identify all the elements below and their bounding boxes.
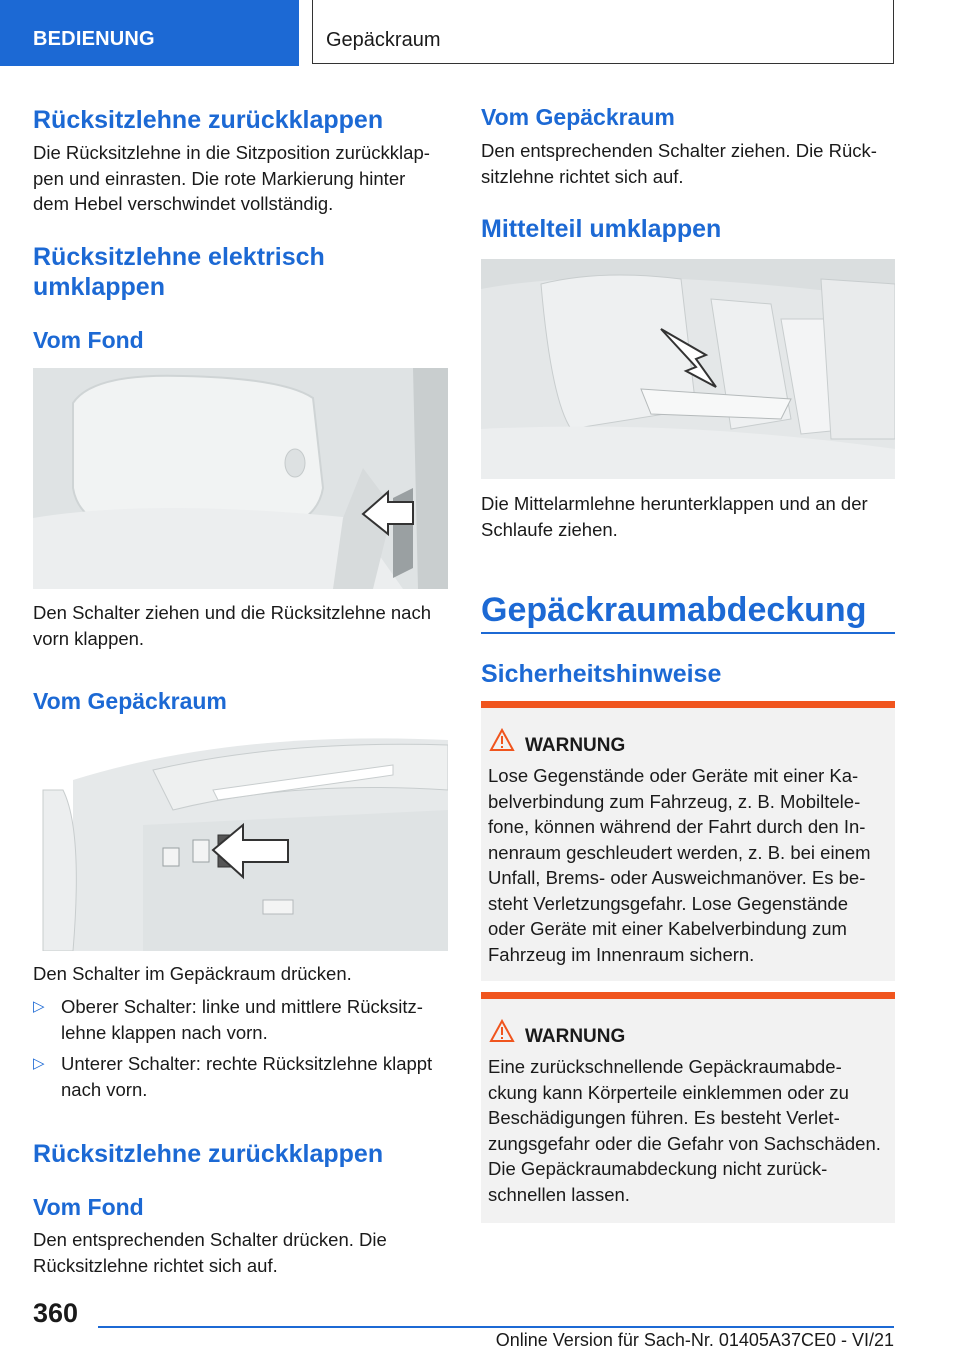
heading-underline xyxy=(481,632,895,634)
warning-text-2: Eine zurückschnellende Gepäckraumabde- ckung kann Körperteile einklemmen oder zu Beschädigungen führen. Es besteht Verlet- zungsgefahr oder die Gefahr von Sachschäden. Die Gepäckraumabdeckung nicht zurück- schnellen lassen. xyxy=(488,1056,881,1205)
paragraph-right-from-cargo: Den entsprechenden Schalter ziehen. Die Rück- sitzlehne richtet sich auf. xyxy=(481,140,877,187)
heading-from-cargo: Vom Gepäckraum xyxy=(33,688,227,714)
cargo-illustration xyxy=(33,730,448,951)
warning-box-2 xyxy=(481,992,895,1223)
rear-seat-illustration xyxy=(33,368,448,589)
heading-right-from-cargo: Vom Gepäckraum xyxy=(481,104,675,130)
warning-box-1 xyxy=(481,701,895,981)
heading-backrest-back-2: Rücksitzlehne zurückklappen xyxy=(33,1140,384,1168)
warning-label-2: WARNUNG xyxy=(525,1026,626,1047)
warning-triangle-icon xyxy=(489,728,515,752)
paragraph-center-fold: Die Mittelarmlehne herunterklappen und an der Schlaufe ziehen. xyxy=(481,493,868,540)
heading-from-rear-2: Vom Fond xyxy=(33,1194,144,1220)
heading-backrest-electric: Rücksitzlehne elektrisch umklappen xyxy=(33,243,325,301)
list-item xyxy=(33,1051,448,1103)
armrest-illustration xyxy=(481,259,895,479)
list-item xyxy=(33,994,448,1046)
heading-center-fold: Mittelteil umklappen xyxy=(481,215,722,243)
page-number: 360 xyxy=(33,1298,79,1328)
paragraph-from-rear-2: Den entsprechenden Schalter drücken. Die Rücksitzlehne richtet sich auf. xyxy=(33,1229,387,1276)
image-cargo-switch xyxy=(33,730,448,951)
paragraph-from-cargo: Den Schalter im Gepäckraum drücken. xyxy=(33,963,352,984)
footer-rule xyxy=(98,1326,894,1328)
paragraph-from-rear: Den Schalter ziehen und die Rücksitzlehne nach vorn klappen. xyxy=(33,602,431,649)
image-rear-seat-switch xyxy=(33,368,448,589)
warning-triangle-icon xyxy=(489,1019,515,1043)
list-item-text: Oberer Schalter: linke und mittlere Rücksitz- lehne klappen nach vorn. xyxy=(61,996,423,1043)
triangle-right-icon: ▷ xyxy=(33,998,45,1015)
warning-label-1: WARNUNG xyxy=(525,735,626,756)
paragraph-backrest-back: Die Rücksitzlehne in die Sitzposition zurückklap- pen und einrasten. Die rote Markierung hinter dem Hebel verschwindet vollständig. xyxy=(33,142,430,214)
section-label: BEDIENUNG xyxy=(33,28,155,50)
heading-cargo-cover: Gepäckraumabdeckung xyxy=(481,591,867,629)
section-tab xyxy=(0,0,299,66)
heading-safety-notes: Sicherheitshinweise xyxy=(481,660,722,688)
footer-version-text: Online Version für Sach-Nr. 01405A37CE0 - VI/21 xyxy=(495,1330,894,1350)
page-header-title: Gepäckraum xyxy=(326,29,441,51)
image-center-armrest xyxy=(481,259,895,479)
heading-from-rear: Vom Fond xyxy=(33,327,144,353)
heading-backrest-back: Rücksitzlehne zurückklappen xyxy=(33,106,384,134)
page-header xyxy=(312,0,894,64)
warning-text-1: Lose Gegenstände oder Geräte mit einer Ka- belverbindung zum Fahrzeug, z. B. Mobiltele- fone, können während der Fahrt durch den In- nenraum geschleudert werden, z. B. bei einem Unfall, Brems- oder Ausweichmanöver. Es be- steht Verletzungsgefahr. Lose Gegenstände oder Geräte mit einer Kabelverbindung zum Fahrzeug im Innenraum sichern. xyxy=(488,765,871,965)
triangle-right-icon: ▷ xyxy=(33,1055,45,1072)
list-item-text: Unterer Schalter: rechte Rücksitzlehne klappt nach vorn. xyxy=(61,1053,433,1100)
